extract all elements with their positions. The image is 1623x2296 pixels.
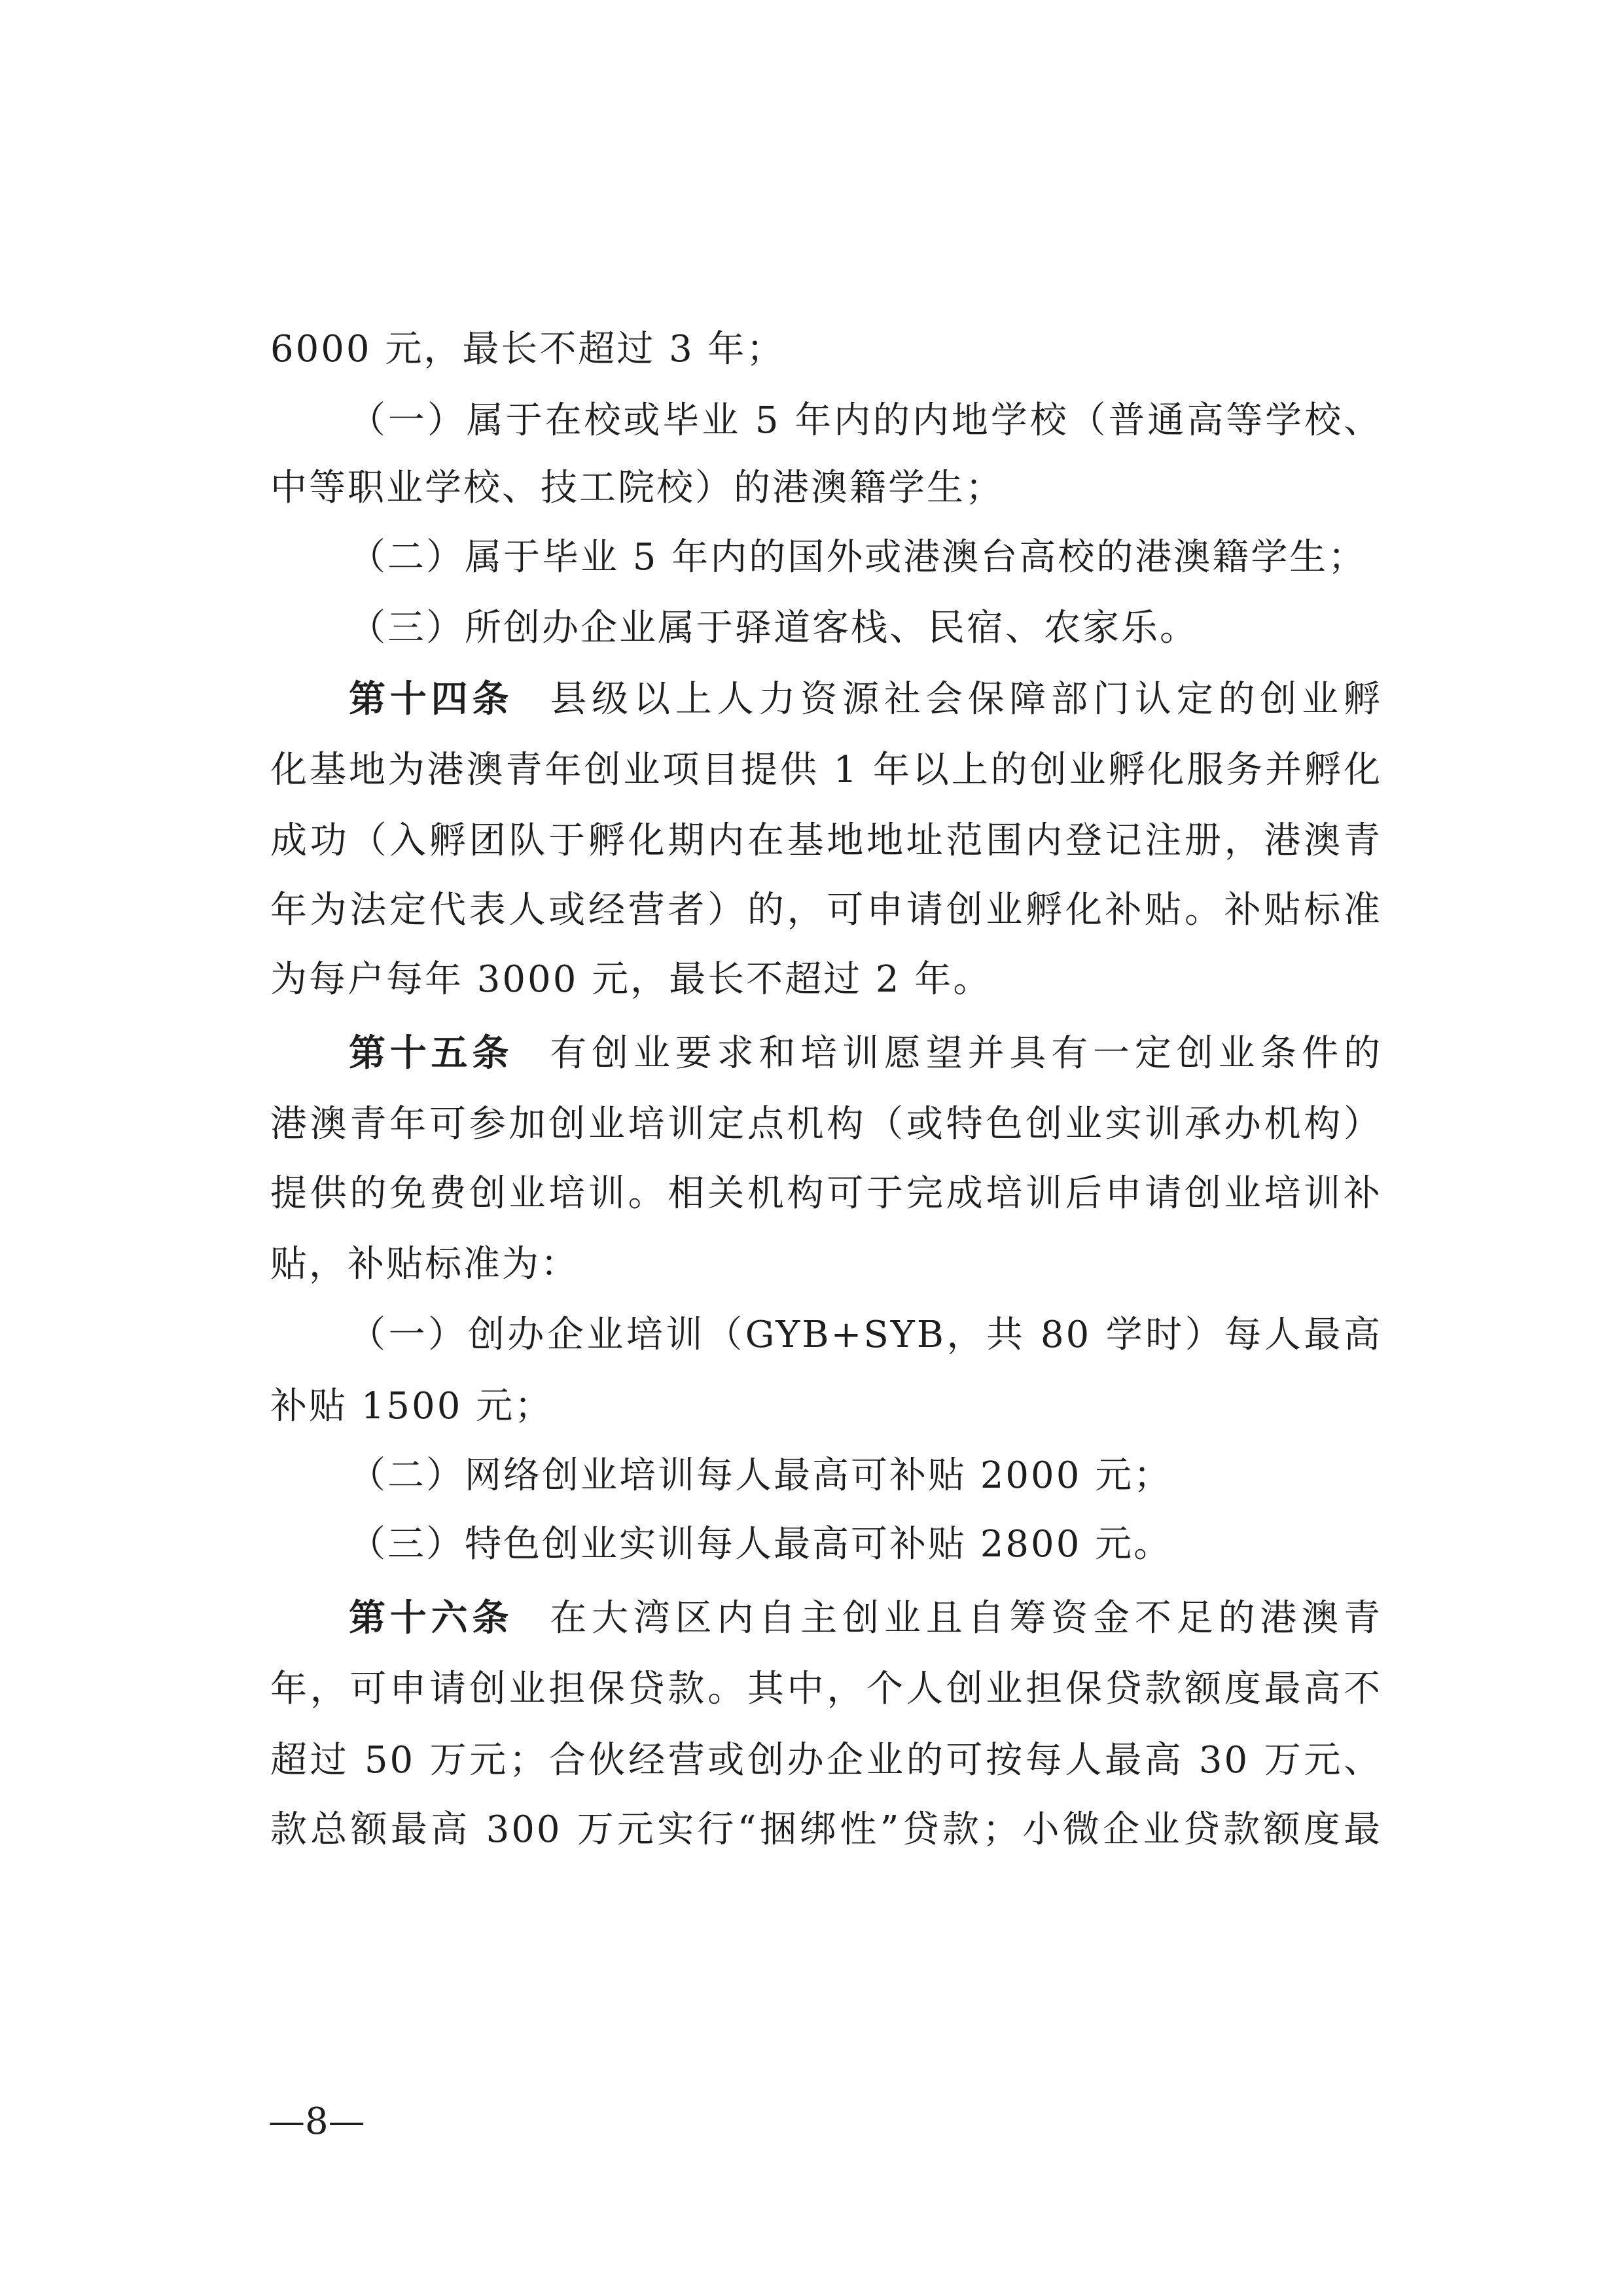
text-line: 补贴 1500 元； [270,1385,554,1427]
text-line: 贴，补贴标准为： [270,1243,579,1285]
text-line: （三）所创办企业属于驿道客栈、民宿、农家乐。 [349,607,1198,649]
text-line: 化基地为港澳青年创业项目提供 1 年以上的创业孵化服务并孵化 [270,749,1382,791]
article-text: 在大湾区内自主创业且自筹资金不足的港澳青 [550,1597,1382,1640]
text-line: 提供的免费创业培训。相关机构可于完成培训后申请创业培训补 [270,1172,1382,1215]
article-number: 第十四条 [349,678,514,721]
article-text: 有创业要求和培训愿望并具有一定创业条件的 [550,1032,1382,1075]
text-line: 中等职业学校、技工院校）的港澳籍学生； [270,467,1004,509]
text-line: （三）特色创业实训每人最高可补贴 2800 元。 [349,1523,1173,1566]
text-line [349,1596,1382,1641]
text-line [349,1031,1382,1077]
text-line: （一）属于在校或毕业 5 年内的内地学校（普通高等学校、 [349,399,1382,442]
text-line: （一）创办企业培训（GYB+SYB，共 80 学时）每人最高 [349,1314,1382,1356]
text-line: 年为法定代表人或经营者）的，可申请创业孵化补贴。补贴标准 [270,889,1382,931]
text-line: 年，可申请创业担保贷款。其中，个人创业担保贷款额度最高不 [270,1668,1382,1710]
article-number: 第十五条 [349,1032,514,1075]
text-line: 成功（入孵团队于孵化期内在基地地址范围内登记注册，港澳青 [270,819,1382,862]
text-line: 为每户每年 3000 元，最长不超过 2 年。 [270,958,992,1001]
text-line: （二）属于毕业 5 年内的国外或港澳台高校的港澳籍学生； [349,536,1367,579]
text-line: 款总额最高 300 万元实行“捆绑性”贷款；小微企业贷款额度最 [270,1808,1382,1851]
text-line: 港澳青年可参加创业培训定点机构（或特色创业实训承办机构） [270,1103,1382,1145]
text-line: （二）网络创业培训每人最高可补贴 2000 元； [349,1454,1173,1497]
text-line [349,677,1382,723]
page-number: —8— [268,2100,365,2143]
article-text: 县级以上人力资源社会保障部门认定的创业孵 [550,678,1382,721]
text-line: 6000 元，最长不超过 3 年； [270,328,785,370]
article-number: 第十六条 [349,1597,514,1640]
text-line: 超过 50 万元；合伙经营或创办企业的可按每人最高 30 万元、 [270,1739,1382,1782]
